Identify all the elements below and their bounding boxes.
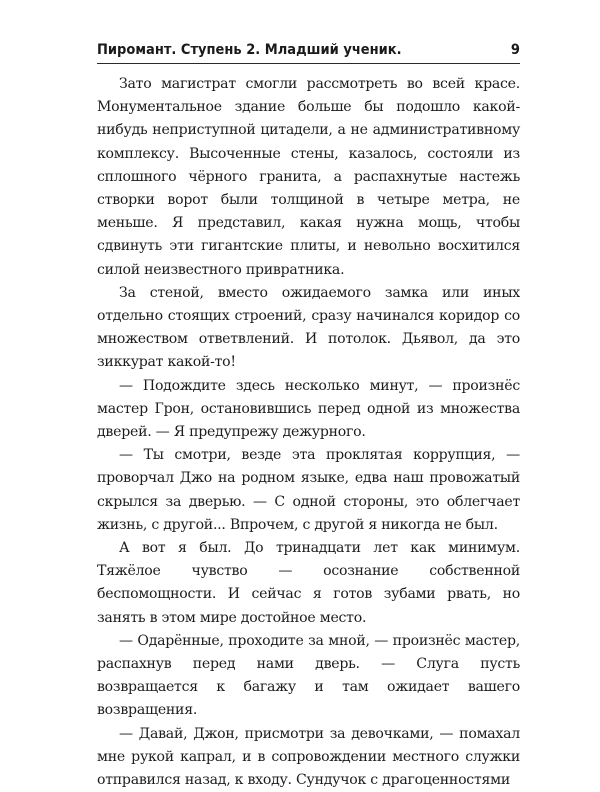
- running-header: [97, 42, 520, 58]
- page-number: 9: [510, 42, 520, 58]
- running-title: Пиромант. Ступень 2. Младший ученик.: [97, 42, 402, 58]
- header-rule: [97, 63, 520, 64]
- paragraph: А вот я был. До тринадцати лет как минимум. Тяжёлое чувство — осознание собственной беспомощности. И сейчас я готов зубами рвать, но занять в этом мире достойное место.: [97, 540, 520, 626]
- paragraph: — Одарённые, проходите за мной, — произнёс мастер, распахнув перед нами дверь. — Слуга пусть возвращается к багажу и там ожидает вашего возвращения.: [97, 632, 520, 719]
- paragraph: — Подождите здесь несколько минут, — произнёс мастер Грон, остановившись перед одной из множества дверей. — Я предупрежу дежурного.: [97, 377, 520, 441]
- paragraph: За стеной, вместо ожидаемого замка или иных отдельно стоящих строений, сразу начинался коридор со множеством ответвлений. И потолок. Дьявол, да это зиккурат какой-то!: [97, 284, 520, 371]
- body-text: [97, 73, 520, 792]
- paragraph: — Ты смотри, везде эта проклятая коррупция, — проворчал Джо на родном языке, едва наш провожатый скрылся за дверью. — С одной стороны, это облегчает жизнь, с другой... Впрочем, с другой я никогда не был.: [97, 447, 520, 533]
- paragraph: Зато магистрат смогли рассмотреть во всей красе. Монументальное здание больше бы подошло какой-нибудь неприступной цитадели, а не административному комплексу. Высоченные стены, казалось, состояли из сплошного чёрного гранита, а распахнутые настежь створки ворот были толщиной в четыре метра, не меньше. Я представил, какая нужна мощь, чтобы сдвинуть эти гигантские плиты, и невольно восхитился силой неизвестного привратника.: [97, 76, 520, 278]
- paragraph: — Давай, Джон, присмотри за девочками, — помахал мне рукой капрал, и в сопровождении местного служки отправился назад, к входу. Сундучок с драгоценностями: [97, 725, 520, 789]
